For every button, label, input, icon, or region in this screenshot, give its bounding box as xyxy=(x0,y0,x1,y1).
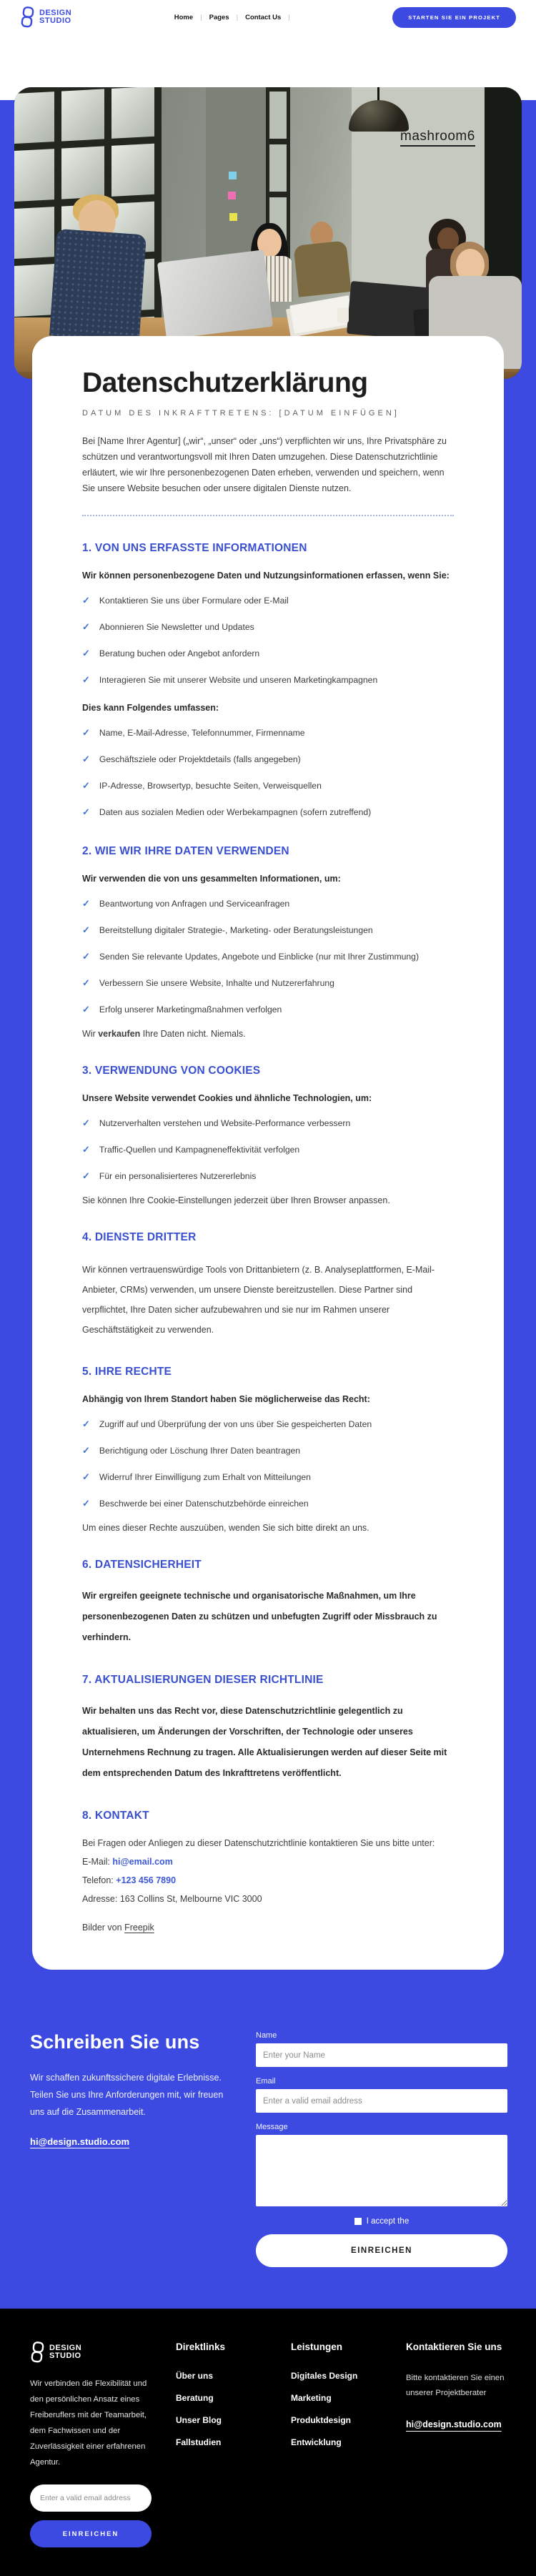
check-icon: ✓ xyxy=(82,898,90,909)
check-icon: ✓ xyxy=(82,595,90,606)
rights-note: Um eines dieser Rechte auszuüben, wenden Sie sich bitte direkt an uns. xyxy=(82,1523,369,1533)
list-item xyxy=(82,1116,454,1130)
site-header xyxy=(0,0,536,34)
sticky-note xyxy=(228,192,236,199)
footer-link-ueber-uns[interactable]: Über uns xyxy=(176,2371,214,2381)
note-bold: verkaufen xyxy=(98,1029,141,1039)
accept-terms-row xyxy=(256,2217,507,2226)
check-icon: ✓ xyxy=(82,1471,90,1482)
logo[interactable] xyxy=(20,6,71,28)
list-item-text: Abonnieren Sie Newsletter und Updates xyxy=(99,622,254,632)
list-item xyxy=(82,976,454,990)
logo-line1: DESIGN xyxy=(39,9,72,17)
list-item-text: Bereitstellung digitaler Strategie-, Marketing- oder Beratungsleistungen xyxy=(99,925,373,935)
name-label: Name xyxy=(256,2031,277,2040)
footer-column-title: Kontaktieren Sie uns xyxy=(405,2341,502,2352)
check-icon: ✓ xyxy=(82,674,90,685)
list-item xyxy=(82,805,454,819)
list-item xyxy=(82,1496,454,1511)
section-body: Wir behalten uns das Recht vor, diese Datenschutzrichtlinie gelegentlich zu aktualisieren, um Änderungen der Vorschriften, der Technologie oder unseres Unternehmens Rechnung zu tragen. Alle Aktualisierungen werden auf dieser Seite mit dem entsprechenden Datum des Inkrafttretens veröffentlicht. xyxy=(82,1706,447,1778)
list-item-text: Beratung buchen oder Angebot anfordern xyxy=(99,648,260,658)
nav-separator: | xyxy=(236,13,239,21)
section-heading-6: 6. DATENSICHERHEIT xyxy=(82,1559,202,1571)
phone-label: Telefon: xyxy=(82,1875,116,1885)
contact-heading: Schreiben Sie uns xyxy=(30,2031,200,2053)
email-line xyxy=(82,1857,454,1867)
check-icon: ✓ xyxy=(82,1498,90,1509)
check-icon: ✓ xyxy=(82,1144,90,1155)
dotted-divider xyxy=(82,515,454,516)
list-item xyxy=(82,620,454,634)
list-item xyxy=(82,949,454,964)
checklist xyxy=(82,726,454,819)
start-project-button[interactable]: STARTEN SIE EIN PROJEKT xyxy=(392,7,516,28)
footer-column-title: Leistungen xyxy=(290,2341,342,2352)
section-heading-7: 7. AKTUALISIERUNGEN DIESER RICHTLINIE xyxy=(82,1674,324,1686)
footer-column-direktlinks xyxy=(176,2341,267,2547)
footer-column-title: Direktlinks xyxy=(176,2341,226,2352)
list-item-text: Für ein personalisierteres Nutzererlebnis xyxy=(99,1171,257,1181)
section-heading-2: 2. WIE WIR IHRE DATEN VERWENDEN xyxy=(82,845,289,857)
message-label: Message xyxy=(256,2123,288,2131)
hero-zone xyxy=(0,34,536,1970)
list-item-text: Beantwortung von Anfragen und Serviceanfragen xyxy=(99,899,290,909)
list-item xyxy=(82,779,454,793)
check-icon: ✓ xyxy=(82,924,90,935)
list-item-text: Erfolg unserer Marketingmaßnahmen verfolgen xyxy=(99,1005,282,1015)
footer-about-text: Wir verbinden die Flexibilität und den persönlichen Ansatz eines Freiberuflers mit der Teamarbeit, dem Fachwissen und der Zuverlässigkeit einer erfahrenen Agentur. xyxy=(30,2379,147,2467)
footer-logo-icon xyxy=(30,2341,46,2363)
contact-submit-button[interactable]: EINREICHEN xyxy=(256,2234,507,2267)
check-icon: ✓ xyxy=(82,1004,90,1015)
address-label: Adresse: xyxy=(82,1894,120,1904)
check-icon: ✓ xyxy=(82,1418,90,1429)
footer-brand-column xyxy=(30,2341,152,2547)
no-sell-note xyxy=(82,1029,454,1039)
list-item-text: Widerruf Ihrer Einwilligung zum Erhalt von Mitteilungen xyxy=(99,1472,311,1482)
nav-link-pages[interactable]: Pages xyxy=(209,13,229,21)
check-icon: ✓ xyxy=(82,780,90,791)
check-icon: ✓ xyxy=(82,1117,90,1128)
address-line xyxy=(82,1894,454,1904)
footer-link-entwicklung[interactable]: Entwicklung xyxy=(290,2437,342,2447)
contact-section xyxy=(0,1970,536,2309)
footer-link-produktdesign[interactable]: Produktdesign xyxy=(290,2415,351,2425)
name-input[interactable] xyxy=(256,2043,507,2067)
main-nav xyxy=(174,14,290,21)
list-item xyxy=(82,752,454,766)
list-item xyxy=(82,1444,454,1458)
list-item-text: Interagieren Sie mit unserer Website und unseren Marketingkampagnen xyxy=(99,675,378,685)
section-lead: Dies kann Folgendes umfassen: xyxy=(82,703,219,713)
hero-photo xyxy=(14,87,522,379)
accept-terms-label[interactable]: I accept the xyxy=(366,2217,410,2226)
check-icon: ✓ xyxy=(82,621,90,632)
freepik-link[interactable]: Freepik xyxy=(124,1923,154,1933)
logo-line2: STUDIO xyxy=(39,16,71,25)
checklist xyxy=(82,897,454,1017)
newsletter-submit-button[interactable]: EINREICHEN xyxy=(30,2520,152,2547)
list-item-text: Berichtigung oder Löschung Ihrer Daten beantragen xyxy=(99,1446,301,1456)
list-item-text: Nutzerverhalten verstehen und Website-Performance verbessern xyxy=(99,1118,351,1128)
contact-intro-column xyxy=(30,2031,224,2267)
check-icon: ✓ xyxy=(82,727,90,738)
list-item xyxy=(82,646,454,661)
email-label: E-Mail: xyxy=(82,1857,113,1867)
address-value: 163 Collins St, Melbourne VIC 3000 xyxy=(119,1894,262,1904)
list-item-text: Senden Sie relevante Updates, Angebote und Einblicke (nur mit Ihrer Zustimmung) xyxy=(99,952,420,962)
coffee-cup xyxy=(337,307,349,323)
list-item-text: Traffic-Quellen und Kampagneneffektivität verfolgen xyxy=(99,1145,300,1155)
list-item-text: Kontaktieren Sie uns über Formulare oder E-Mail xyxy=(99,596,289,606)
footer-logo-line2: STUDIO xyxy=(49,2352,81,2360)
checklist xyxy=(82,593,454,687)
email-link[interactable]: hi@email.com xyxy=(112,1857,173,1867)
section-lead: Unsere Website verwendet Cookies und ähnliche Technologien, um: xyxy=(82,1093,372,1103)
section-lead: Wir verwenden die von uns gesammelten Informationen, um: xyxy=(82,874,341,884)
list-item xyxy=(82,1470,454,1484)
footer-logo[interactable] xyxy=(30,2341,152,2363)
list-item xyxy=(82,897,454,911)
site-footer xyxy=(0,2309,536,2576)
section-lead: Wir können personenbezogene Daten und Nutzungsinformationen erfassen, wenn Sie: xyxy=(82,571,450,581)
list-item xyxy=(82,923,454,937)
list-item-text: Beschwerde bei einer Datenschutzbehörde einreichen xyxy=(99,1499,309,1509)
check-icon: ✓ xyxy=(82,1445,90,1456)
list-item-text: Zugriff auf und Überprüfung der von uns über Sie gespeicherten Daten xyxy=(99,1419,372,1429)
footer-link-unser-blog[interactable]: Unser Blog xyxy=(176,2415,222,2425)
section-body: Wir können vertrauenswürdige Tools von Drittanbietern (z. B. Analyseplattformen, E-Mail-Anbieter, CRMs) verwenden, um unsere Dienste bereitzustellen. Diese Partner sind verpflichtet, Ihre Daten sicher aufzubewahren und sie nur im Rahmen unserer Geschäftstätigkeit zu verwenden. xyxy=(82,1265,435,1335)
contact-email-link[interactable]: hi@design.studio.com xyxy=(30,2136,130,2147)
check-icon: ✓ xyxy=(82,648,90,658)
list-item-text: IP-Adresse, Browsertyp, besuchte Seiten, Verweisquellen xyxy=(99,781,322,791)
footer-link-digitales-design[interactable]: Digitales Design xyxy=(290,2371,358,2381)
section-heading-4: 4. DIENSTE DRITTER xyxy=(82,1231,197,1243)
kontakt-intro: Bei Fragen oder Anliegen zu dieser Datenschutzrichtlinie kontaktieren Sie uns bitte unter: xyxy=(82,1838,435,1848)
footer-link-marketing[interactable]: Marketing xyxy=(290,2393,332,2403)
section-body: Wir ergreifen geeignete technische und organisatorische Maßnahmen, um Ihre personenbezogenen Daten zu schützen und unbefugten Zugriff oder Missbrauch zu verhindern. xyxy=(82,1591,437,1642)
list-item xyxy=(82,1002,454,1017)
wall-sign-text: mashroom6 xyxy=(400,129,475,147)
section-lead: Abhängig von Ihrem Standort haben Sie möglicherweise das Recht: xyxy=(82,1394,370,1404)
list-item xyxy=(82,1143,454,1157)
section-heading-8: 8. KONTAKT xyxy=(82,1810,149,1822)
sticky-note xyxy=(229,172,237,179)
check-icon: ✓ xyxy=(82,1170,90,1181)
cookies-note: Sie können Ihre Cookie-Einstellungen jederzeit über Ihren Browser anpassen. xyxy=(82,1195,390,1205)
list-item-text: Geschäftsziele oder Projektdetails (falls angegeben) xyxy=(99,754,301,764)
section-heading-3: 3. VERWENDUNG VON COOKIES xyxy=(82,1065,261,1077)
footer-link-fallstudien[interactable]: Fallstudien xyxy=(176,2437,222,2447)
logo-icon xyxy=(20,6,36,28)
list-item xyxy=(82,673,454,687)
accept-terms-checkbox[interactable] xyxy=(354,2218,362,2225)
phone-line xyxy=(82,1875,454,1885)
check-icon: ✓ xyxy=(82,977,90,988)
phone-link[interactable]: +123 456 7890 xyxy=(116,1875,177,1885)
list-item-text: Name, E-Mail-Adresse, Telefonnummer, Firmenname xyxy=(99,728,305,738)
nav-separator: | xyxy=(200,13,202,21)
message-textarea[interactable] xyxy=(256,2135,507,2206)
credit-text: Bilder von xyxy=(82,1923,125,1933)
footer-column-leistungen xyxy=(291,2341,382,2547)
list-item xyxy=(82,1169,454,1183)
section-heading-5: 5. IHRE RECHTE xyxy=(82,1366,172,1378)
list-item-text: Daten aus sozialen Medien oder Werbekampagnen (sofern zutreffend) xyxy=(99,807,372,817)
effective-date-eyebrow: DATUM DES INKRAFTTRETENS: [DATUM EINFÜGEN] xyxy=(82,409,399,418)
footer-link-beratung[interactable]: Beratung xyxy=(176,2393,214,2403)
contact-body: Wir schaffen zukunftssichere digitale Erlebnisse. Teilen Sie uns Ihre Anforderungen mit, wir freuen uns auf die Zusammenarbeit. xyxy=(30,2073,224,2117)
list-item xyxy=(82,593,454,608)
email-label: Email xyxy=(256,2077,276,2086)
note-text: Ihre Daten nicht. Niemals. xyxy=(140,1029,246,1039)
footer-column-kontakt xyxy=(406,2341,515,2547)
section-heading-1: 1. VON UNS ERFASSTE INFORMATIONEN xyxy=(82,542,307,554)
contact-form xyxy=(256,2031,507,2267)
policy-card xyxy=(32,336,504,1970)
nav-link-contact-us[interactable]: Contact Us xyxy=(245,13,282,21)
list-item xyxy=(82,1417,454,1431)
newsletter-email-input[interactable] xyxy=(30,2484,152,2512)
email-input[interactable] xyxy=(256,2089,507,2113)
footer-logo-line1: DESIGN xyxy=(49,2344,82,2352)
check-icon: ✓ xyxy=(82,806,90,817)
page-title: Datenschutzerklärung xyxy=(82,367,368,398)
image-credit xyxy=(82,1923,454,1933)
checklist xyxy=(82,1116,454,1183)
checklist xyxy=(82,1417,454,1511)
laptop xyxy=(157,250,273,339)
sticky-note xyxy=(229,213,237,221)
footer-contact-note: Bitte kontaktieren Sie einen unserer Projektberater xyxy=(405,2374,505,2397)
footer-email-link[interactable]: hi@design.studio.com xyxy=(405,2419,502,2429)
check-icon: ✓ xyxy=(82,754,90,764)
list-item xyxy=(82,726,454,740)
note-text: Wir xyxy=(82,1029,99,1039)
intro-paragraph: Bei [Name Ihrer Agentur] („wir“, „unser“ oder „uns“) verpflichten wir uns, Ihre Privatsphäre zu schützen und verantwortungsvoll mit Ihren Daten umzugehen. Diese Datenschutzrichtlinie erläutert, wie wir Ihre personenbezogenen Daten erheben, verwenden und speichern, wenn Sie unsere Website besuchen oder unsere digitalen Dienste nutzen. xyxy=(82,436,447,493)
nav-link-home[interactable]: Home xyxy=(174,13,194,21)
list-item-text: Verbessern Sie unsere Website, Inhalte und Nutzererfahrung xyxy=(99,978,334,988)
nav-separator: | xyxy=(288,13,290,21)
check-icon: ✓ xyxy=(82,951,90,962)
